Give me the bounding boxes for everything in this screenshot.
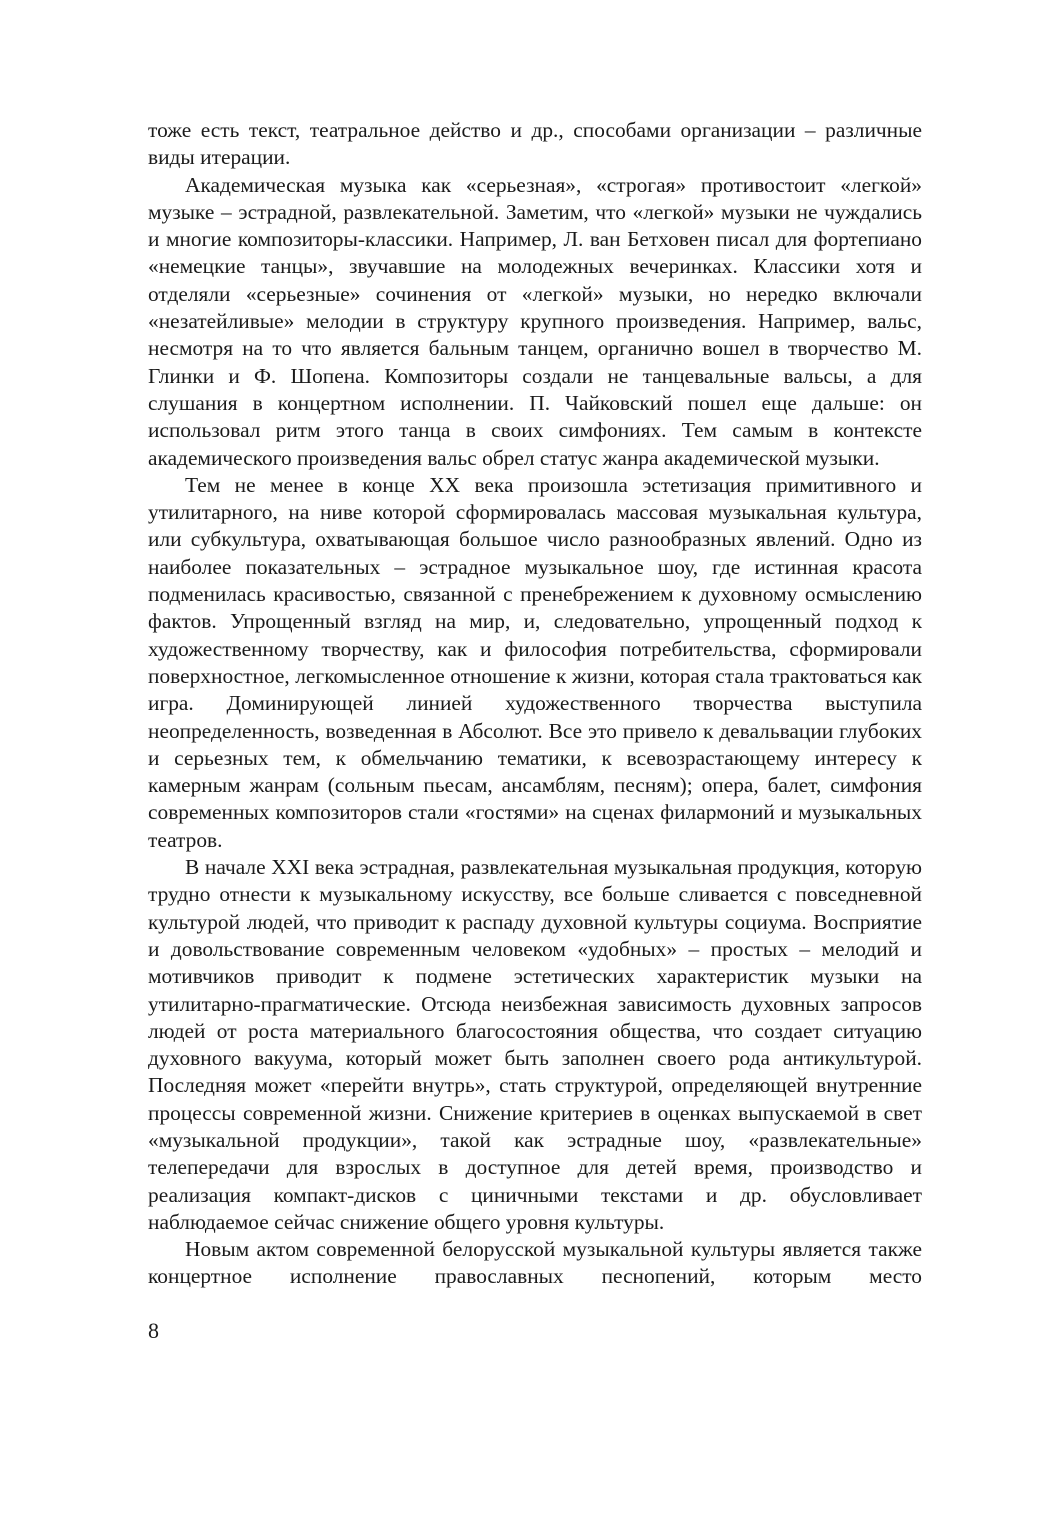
paragraph-orthodox-chants: Новым актом современной белорусской музыкальной культуры является также концертное исполнение православных песнопений, которым место: [148, 1237, 922, 1289]
page-number: 8: [148, 1318, 159, 1343]
paragraph-continuation: тоже есть текст, театральное действо и др., способами организации – различные виды итерации.: [148, 118, 922, 170]
paragraph-21st-century: В начале XXI века эстрадная, развлекательная музыкальная продукция, которую трудно отнести к музыкальному искусству, все больше сливается с повседневной культурой людей, что приводит к распаду духовной культуры социума. Восприятие и довольствование современным человеком «удобных» – простых – мелодий и мотивчиков приводит к подмене эстетических характеристик музыки на утилитарно-прагматические. Отсюда неизбежная зависимость духовных запросов людей от роста материального благосостояния общества, что создает ситуацию духовного вакуума, который может быть заполнен своего рода антикультурой. Последняя может «перейти внутрь», стать структурой, определяющей внутренние процессы современной жизни. Снижение критериев в оценках выпускаемой в свет «музыкальной продукции», такой как эстрадные шоу, «развлекательные» телепередачи для взрослых в доступное для детей время, производство и реализация компакт-дисков с циничными текстами и др. обусловливает наблюдаемое сейчас снижение общего уровня культуры.: [148, 855, 922, 1234]
paragraph-academic-music: Академическая музыка как «серьезная», «строгая» противостоит «легкой» музыке – эстрадной, развлекательной. Заметим, что «легкой» музыки не чуждались и многие композиторы-классики. Например, Л. ван Бетховен писал для фортепиано «немецкие танцы», звучавшие на молодежных вечеринках. Классики хотя и отделяли «серьезные» сочинения от «легкой» музыки, но нередко включали «незатейливые» мелодии в структуру крупного произведения. Например, вальс, несмотря на то что является бальным танцем, органично вошел в творчество М. Глинки и Ф. Шопена. Композиторы создали не танцевальные вальсы, а для слушания в концертном исполнении. П. Чайковский пошел еще дальше: он использовал ритм этого танца в своих симфониях. Тем самым в контексте академического произведения вальс обрел статус жанра академической музыки.: [148, 172, 922, 470]
paragraph-mass-culture: Тем не менее в конце XX века произошла эстетизация примитивного и утилитарного, на ниве которой сформировалась массовая музыкальная культура, или субкультура, охватывающая большое число разнообразных явлений. Одно из наиболее показательных – эстрадное музыкальное шоу, где истинная красота подменилась красивостью, связанной с пренебрежением к духовному осмыслению фактов. Упрощенный взгляд на мир, и, следовательно, упрощенный подход к художественному творчеству, как и философия потребительства, сформировали поверхностное, легкомысленное отношение к жизни, которая стала трактоваться как игра. Доминирующей линией художественного творчества выступила неопределенность, возведенная в Абсолют. Все это привело к девальвации глубоких и серьезных тем, к обмельчанию тематики, к всевозрастающему интересу к камерным жанрам (сольным пьесам, ансамблям, песням); опера, балет, симфония современных композиторов стали «гостями» на сценах филармоний и музыкальных театров.: [148, 472, 922, 852]
body-text: [148, 117, 922, 1291]
